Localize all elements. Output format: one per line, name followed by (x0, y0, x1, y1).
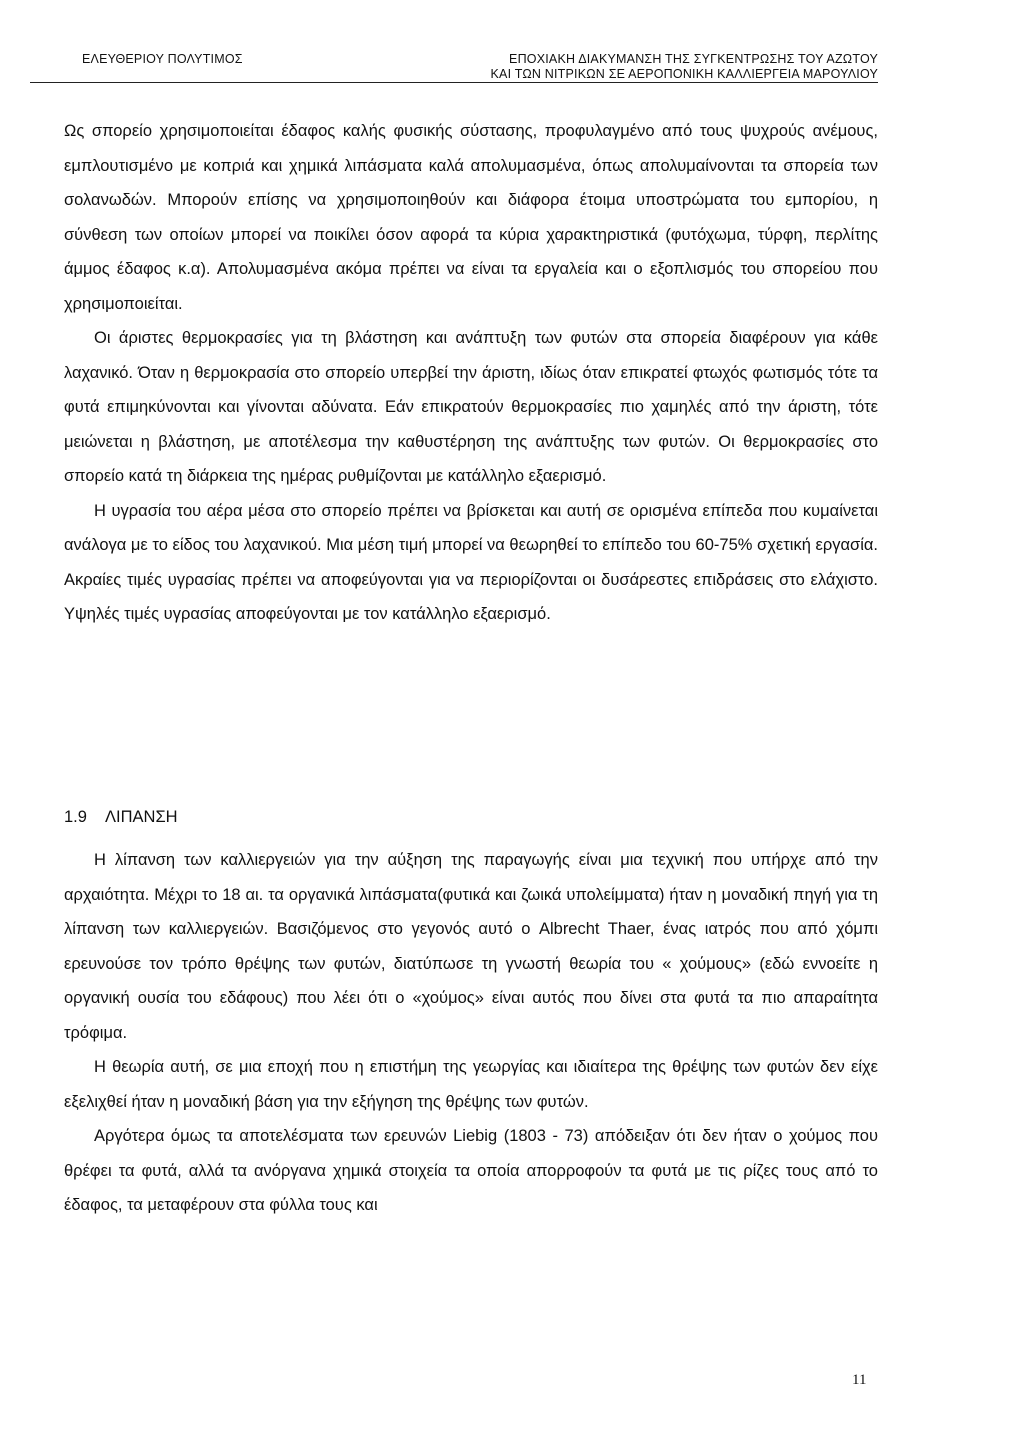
section-body (64, 843, 878, 1223)
header-title (491, 52, 878, 82)
section-heading (64, 800, 178, 834)
paragraph-seedbed-soil: Ως σπορείο χρησιμοποιείται έδαφος καλής φυσικής σύστασης, προφυλαγμένο από τους ψυχρούς ανέμους, εμπλουτισμένο με κοπριά και χημικά λιπάσματα καλά απολυμασμένα, όπως απολυμαίνονται τα σπορεία των σολανωδών. Μπορούν επίσης να χρησιμοποιηθούν και διάφορα έτοιμα υποστρώματα του εμπορίου, η σύνθεση των οποίων μπορεί να ποικίλει όσον αφορά τα κύρια χαρακτηριστικά (φυτόχωμα, τύρφη, περλίτης άμμος έδαφος κ.α). Απολυμασμένα ακόμα πρέπει να είναι τα εργαλεία και ο εξοπλισμός του σπορείου που χρησιμοποιείται. (64, 122, 878, 313)
paragraph-liebig: Αργότερα όμως τα αποτελέσματα των ερευνών Liebig (1803 - 73) απόδειξαν ότι δεν ήταν ο χούμος που θρέφει τα φυτά, αλλά τα ανόργανα χημικά στοιχεία τα οποία απορροφούν τα φυτά με τις ρίζες τους από το έδαφος, τα μεταφέρουν στα φύλλα τους και (64, 1127, 878, 1214)
paragraph-fertilization-history: Η λίπανση των καλλιεργειών για την αύξηση της παραγωγής είναι μια τεχνική που υπήρχε από την αρχαιότητα. Μέχρι το 18 αι. τα οργανικά λιπάσματα(φυτικά και ζωικά υπολείμματα) ήταν η μοναδική πηγή για τη λίπανση των καλλιεργειών. Βασιζόμενος στο γεγονός αυτό ο Albrecht Thaer, ένας ιατρός που από χόμπι ερευνούσε τον τρόπο θρέψης των φυτών, διατύπωσε τη γνωστή θεωρία του « χούμους» (εδώ εννοείτε η οργανική ουσία του εδάφους) που λέει ότι ο «χούμος» είναι αυτός που δίνει στα φυτά τα πιο απαραίτητα τρόφιμα. (64, 851, 878, 1042)
header-title-line-2: ΚΑΙ ΤΩΝ ΝΙΤΡΙΚΩΝ ΣΕ ΑΕΡΟΠΟΝΙΚΗ ΚΑΛΛΙΕΡΓΕΙΑ ΜΑΡΟΥΛΙΟΥ (490, 67, 878, 81)
paragraph-humus-theory: Η θεωρία αυτή, σε μια εποχή που η επιστήμη της γεωργίας και ιδιαίτερα της θρέψης των φυτών δεν είχε εξελιχθεί ήταν η μοναδική βάση για την εξήγηση της θρέψης των φυτών. (64, 1058, 878, 1111)
paragraph-temperature: Οι άριστες θερμοκρασίες για τη βλάστηση και ανάπτυξη των φυτών στα σπορεία διαφέρουν για κάθε λαχανικό. Όταν η θερμοκρασία στο σπορείο υπερβεί την άριστη, ιδίως όταν επικρατεί φτωχός φωτισμός τότε τα φυτά επιμηκύνονται και γίνονται αδύνατα. Εάν επικρατούν θερμοκρασίες πιο χαμηλές από την άριστη, τότε μειώνεται η βλάστηση, με αποτέλεσμα την καθυστέρηση της ανάπτυξης των φυτών. Οι θερμοκρασίες στο σπορείο κατά τη διάρκεια της ημέρας ρυθμίζονται με κατάλληλο εξαερισμό. (64, 329, 878, 485)
section-number: 1.9 (64, 808, 87, 826)
body-text (64, 114, 878, 632)
header-rule (30, 82, 878, 83)
header-author: ΕΛΕΥΘΕΡΙΟΥ ΠΟΛΥΤΙΜΟΣ (82, 52, 243, 66)
section-title: ΛΙΠΑΝΣΗ (105, 808, 178, 826)
header-title-line-1: ΕΠΟΧΙΑΚΗ ΔΙΑΚΥΜΑΝΣΗ ΤΗΣ ΣΥΓΚΕΝΤΡΩΣΗΣ ΤΟΥ ΑΖΩΤΟΥ (509, 52, 878, 66)
paragraph-humidity: Η υγρασία του αέρα μέσα στο σπορείο πρέπει να βρίσκεται και αυτή σε ορισμένα επίπεδα που κυμαίνεται ανάλογα με το είδος του λαχανικού. Μια μέση τιμή μπορεί να θεωρηθεί το επίπεδο του 60-75% σχετική εργασία. Ακραίες τιμές υγρασίας πρέπει να αποφεύγονται για να περιορίζονται οι δυσάρεστες επιδράσεις στο ελάχιστο. Υψηλές τιμές υγρασίας αποφεύγονται με τον κατάλληλο εξαερισμό. (64, 501, 878, 623)
page-number: 11 (852, 1372, 867, 1388)
